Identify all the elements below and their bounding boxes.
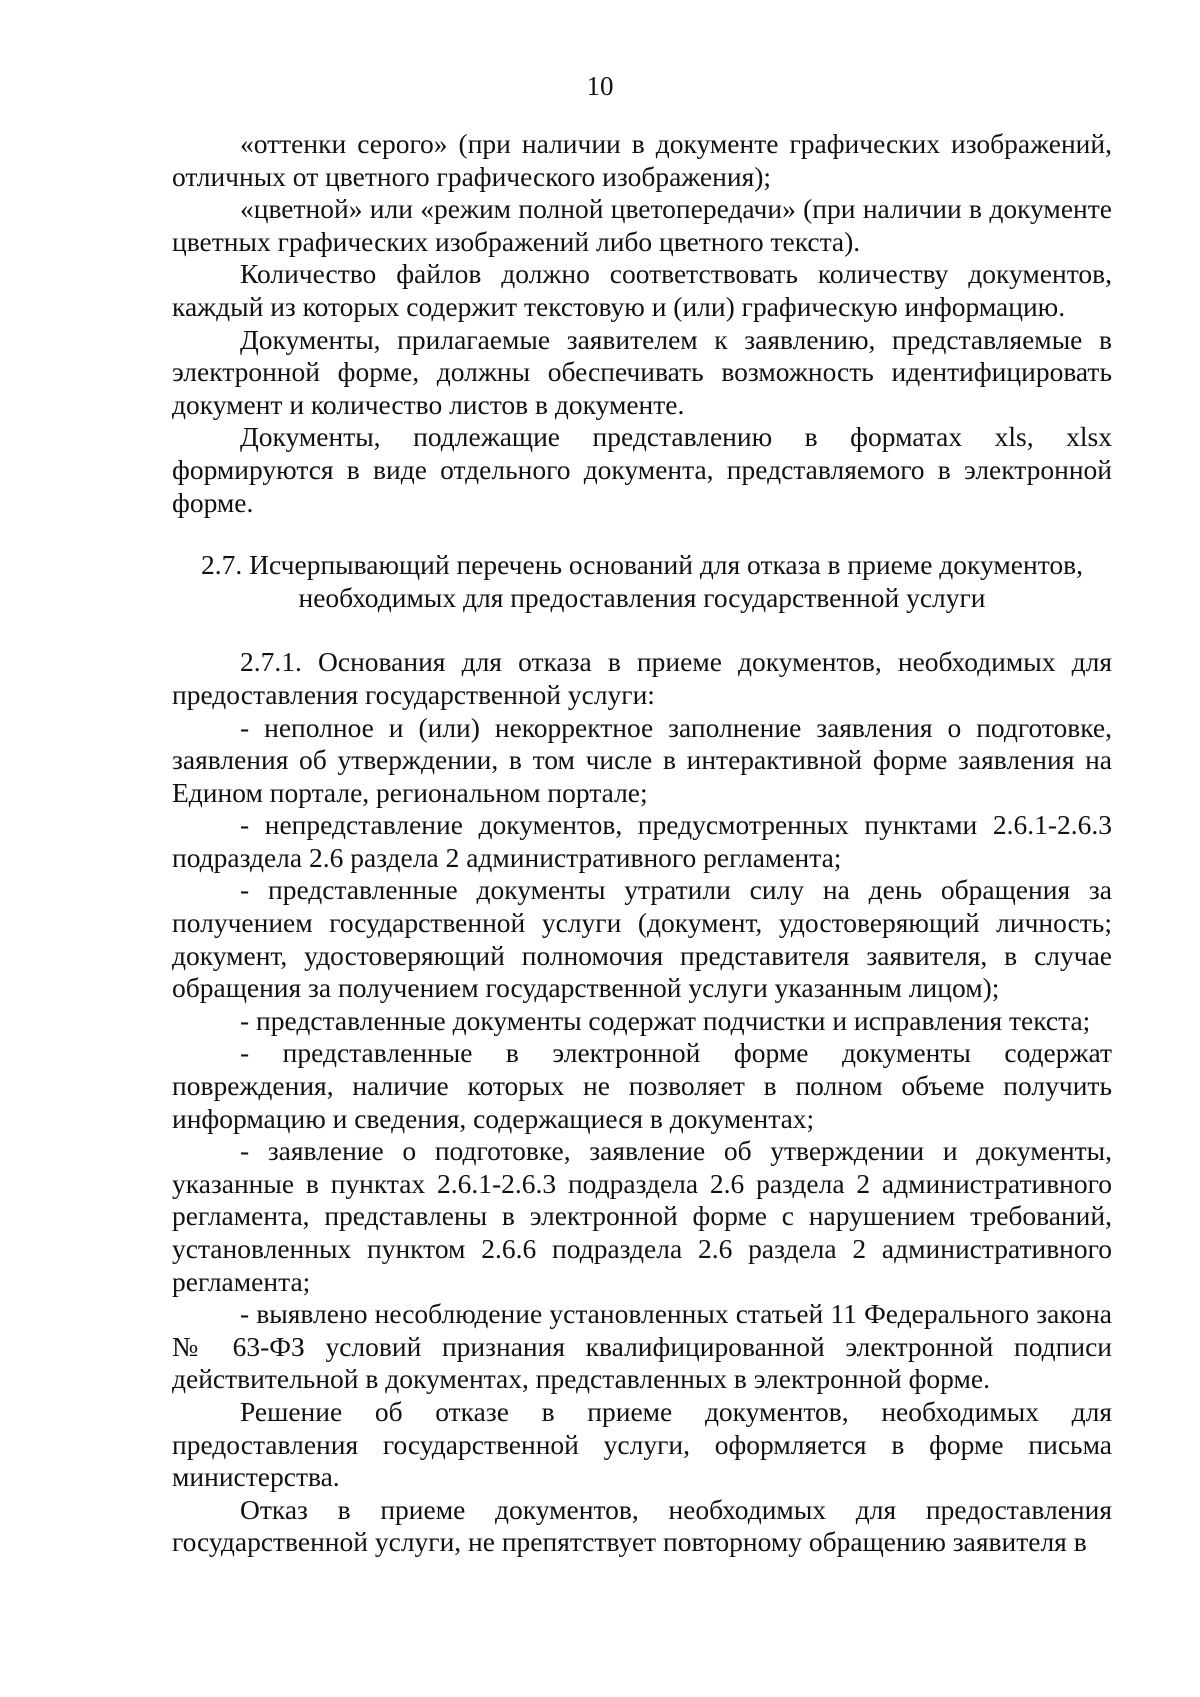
list-item: - неполное и (или) некорректное заполнение заявления о подготовке, заявления об утверждении, в том числе в интерактивной форме заявления на Едином портале, региональном портале;: [172, 711, 1112, 808]
paragraph: Отказ в приеме документов, необходимых для предоставления государственной услуги, не препятствует повторному обращению заявителя в: [172, 1493, 1112, 1558]
list-item: - выявлено несоблюдение установленных статьей 11 Федерального закона № 63-ФЗ условий признания квалифицированной электронной подписи действительной в документах, представленных в электронной форме.: [172, 1298, 1112, 1395]
list-item: - представленные документы содержат подчистки и исправления текста;: [240, 1004, 1091, 1036]
section-heading-line: 2.7. Исчерпывающий перечень оснований для отказа в приеме документов,: [201, 549, 1083, 581]
paragraph: 2.7.1. Основания для отказа в приеме документов, необходимых для предоставления государственной услуги:: [172, 646, 1112, 710]
paragraph: Количество файлов должно соответствовать количеству документов, каждый из которых содержит текстовую и (или) графическую информацию.: [172, 258, 1112, 322]
section-heading-line: необходимых для предоставления государственной услуги: [298, 581, 986, 613]
paragraph: Решение об отказе в приеме документов, необходимых для предоставления государственной услуги, оформляется в форме письма министерства.: [172, 1395, 1112, 1493]
section-heading: [172, 549, 1112, 614]
paragraph: Документы, прилагаемые заявителем к заявлению, представляемые в электронной форме, должны обеспечивать возможность идентифицировать документ и количество листов в документе.: [172, 323, 1112, 420]
list-item: - представленные в электронной форме документы содержат повреждения, наличие которых не позволяет в полном объеме получить информацию и сведения, содержащиеся в документах;: [172, 1037, 1112, 1134]
page-number: 10: [586, 71, 614, 101]
list-item: - заявление о подготовке, заявление об утверждении и документы, указанные в пунктах 2.6.1-2.6.3 подраздела 2.6 раздела 2 административного регламента, представлены в электронной форме с нарушением требований, установленных пунктом 2.6.6 подраздела 2.6 раздела 2 административного регламента;: [172, 1135, 1112, 1297]
paragraph: «цветной» или «режим полной цветопередачи» (при наличии в документе цветных графических изображений либо цветного текста).: [172, 193, 1112, 257]
document-body: [172, 128, 1112, 1559]
paragraph: «оттенки серого» (при наличии в документе графических изображений, отличных от цветного графического изображения);: [172, 128, 1112, 192]
list-item: - непредставление документов, предусмотренных пунктами 2.6.1-2.6.3 подраздела 2.6 раздела 2 административного регламента;: [172, 809, 1112, 873]
paragraph: Документы, подлежащие представлению в форматах xls, xlsx формируются в виде отдельного документа, представляемого в электронной форме.: [172, 421, 1112, 518]
list-item: - представленные документы утратили силу на день обращения за получением государственной услуги (документ, удостоверяющий личность; документ, удостоверяющий полномочия представителя заявителя, в случае обращения за получением государственной услуги указанным лицом);: [172, 874, 1112, 1004]
